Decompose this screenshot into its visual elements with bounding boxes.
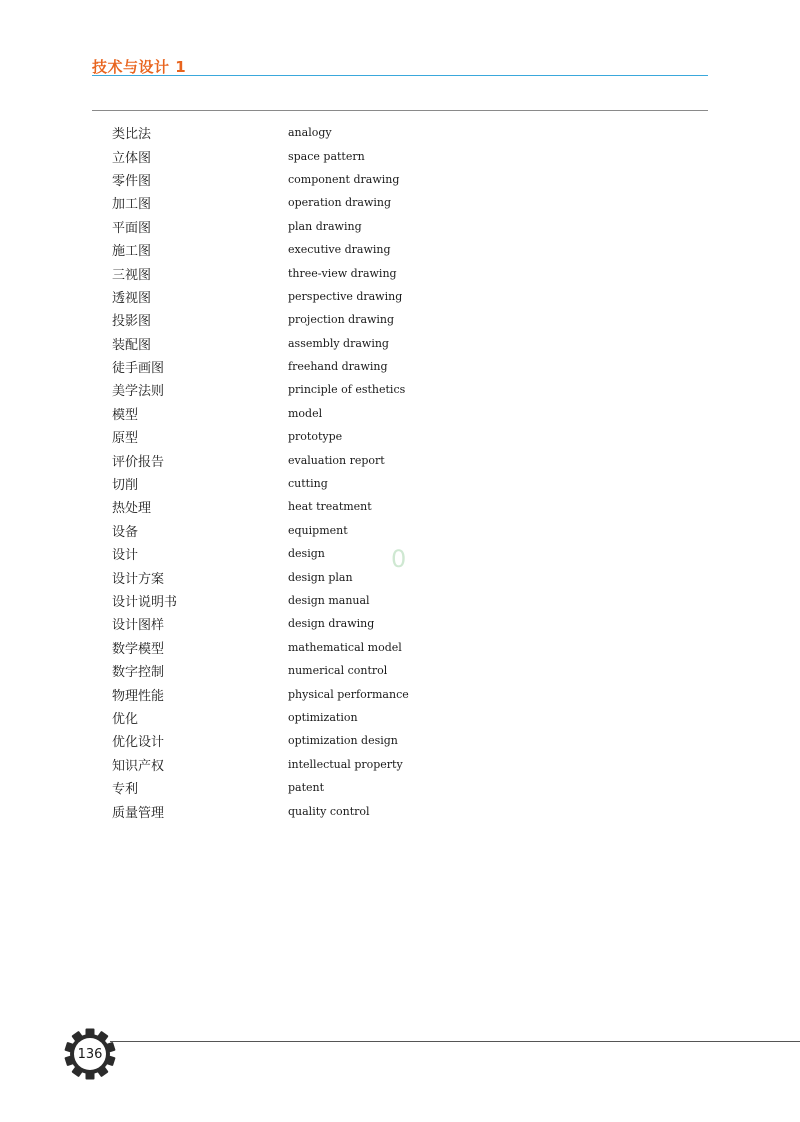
term-chinese: 投影图	[112, 314, 152, 330]
glossary-row	[112, 378, 512, 401]
term-chinese: 设计说明书	[112, 595, 178, 610]
watermark: 0	[391, 545, 407, 573]
glossary-row	[112, 168, 512, 191]
term-english: projection drawing	[288, 313, 395, 327]
term-english: patent	[288, 781, 325, 795]
glossary-row	[112, 636, 512, 659]
term-chinese: 优化	[112, 711, 139, 727]
glossary-row	[112, 799, 512, 822]
term-chinese: 立体图	[112, 150, 152, 166]
term-english: freehand drawing	[288, 360, 388, 374]
glossary-row	[112, 753, 512, 776]
glossary-row	[112, 612, 512, 635]
top-rule	[92, 110, 708, 111]
glossary-row	[112, 729, 512, 752]
term-chinese: 施工图	[112, 244, 152, 260]
glossary-row	[112, 215, 512, 238]
glossary-row	[112, 776, 512, 799]
term-english: component drawing	[288, 172, 400, 186]
term-english: intellectual property	[288, 757, 403, 771]
term-chinese: 设计图样	[112, 618, 165, 634]
term-english: optimization	[288, 710, 358, 724]
term-english: three-view drawing	[288, 266, 397, 280]
term-chinese: 评价报告	[112, 454, 165, 470]
term-chinese: 质量管理	[112, 805, 165, 821]
glossary-row	[112, 308, 512, 331]
term-chinese: 设计	[112, 548, 139, 564]
term-chinese: 零件图	[112, 173, 152, 189]
term-english: design drawing	[288, 617, 375, 631]
term-chinese: 徒手画图	[112, 361, 165, 377]
term-chinese: 美学法则	[112, 384, 165, 400]
footer-rule	[110, 1041, 800, 1042]
term-chinese: 热处理	[112, 501, 152, 517]
term-chinese: 三视图	[112, 267, 152, 283]
glossary-row	[112, 448, 512, 471]
term-english: plan drawing	[288, 219, 362, 233]
glossary-row	[112, 425, 512, 448]
term-english: heat treatment	[288, 500, 372, 514]
term-english: model	[288, 406, 323, 420]
glossary-row	[112, 682, 512, 705]
glossary-list	[112, 121, 512, 823]
term-english: mathematical model	[288, 640, 402, 654]
term-english: operation drawing	[288, 196, 392, 210]
term-english: quality control	[288, 804, 370, 818]
term-chinese: 数字控制	[112, 665, 165, 681]
term-chinese: 平面图	[112, 220, 152, 236]
glossary-row	[112, 542, 512, 565]
header-rule	[92, 75, 708, 76]
term-english: design manual	[288, 594, 370, 607]
glossary-row	[112, 659, 512, 682]
page-number: 136	[77, 1046, 103, 1062]
term-chinese: 原型	[112, 431, 139, 447]
glossary-row	[112, 519, 512, 542]
glossary-row	[112, 191, 512, 214]
term-chinese: 类比法	[112, 127, 152, 143]
term-chinese: 知识产权	[112, 758, 165, 774]
glossary-row	[112, 495, 512, 518]
term-english: physical performance	[288, 687, 409, 701]
term-chinese: 数学模型	[112, 641, 165, 657]
glossary-row	[112, 472, 512, 495]
term-english: design	[288, 547, 325, 561]
glossary-row	[112, 565, 512, 588]
glossary-row	[112, 285, 512, 308]
term-english: design plan	[288, 570, 353, 584]
term-english: evaluation report	[288, 453, 385, 467]
term-chinese: 设计方案	[112, 571, 165, 587]
term-chinese: 切削	[112, 478, 139, 494]
term-english: optimization design	[288, 734, 398, 748]
term-english: prototype	[288, 430, 343, 444]
glossary-row	[112, 261, 512, 284]
term-english: perspective drawing	[288, 289, 403, 303]
term-chinese: 物理性能	[112, 688, 165, 704]
term-chinese: 模型	[112, 407, 139, 423]
term-chinese: 优化设计	[112, 735, 165, 751]
term-english: equipment	[288, 523, 348, 537]
term-chinese: 透视图	[112, 290, 152, 306]
term-chinese: 设备	[112, 524, 139, 540]
term-english: space pattern	[288, 149, 365, 163]
glossary-row	[112, 402, 512, 425]
glossary-row	[112, 589, 512, 612]
term-english: analogy	[288, 126, 332, 140]
glossary-row	[112, 355, 512, 378]
term-chinese: 专利	[112, 782, 139, 798]
glossary-row	[112, 238, 512, 261]
glossary-row	[112, 144, 512, 167]
glossary-row	[112, 706, 512, 729]
term-chinese: 加工图	[112, 197, 152, 213]
term-english: cutting	[288, 477, 328, 491]
glossary-row	[112, 332, 512, 355]
glossary-row	[112, 121, 512, 144]
term-english: assembly drawing	[288, 336, 389, 350]
term-english: numerical control	[288, 664, 388, 678]
term-english: executive drawing	[288, 243, 391, 257]
term-chinese: 装配图	[112, 337, 152, 353]
header-title: 技术与设计 1	[92, 58, 187, 76]
term-english: principle of esthetics	[288, 383, 406, 397]
